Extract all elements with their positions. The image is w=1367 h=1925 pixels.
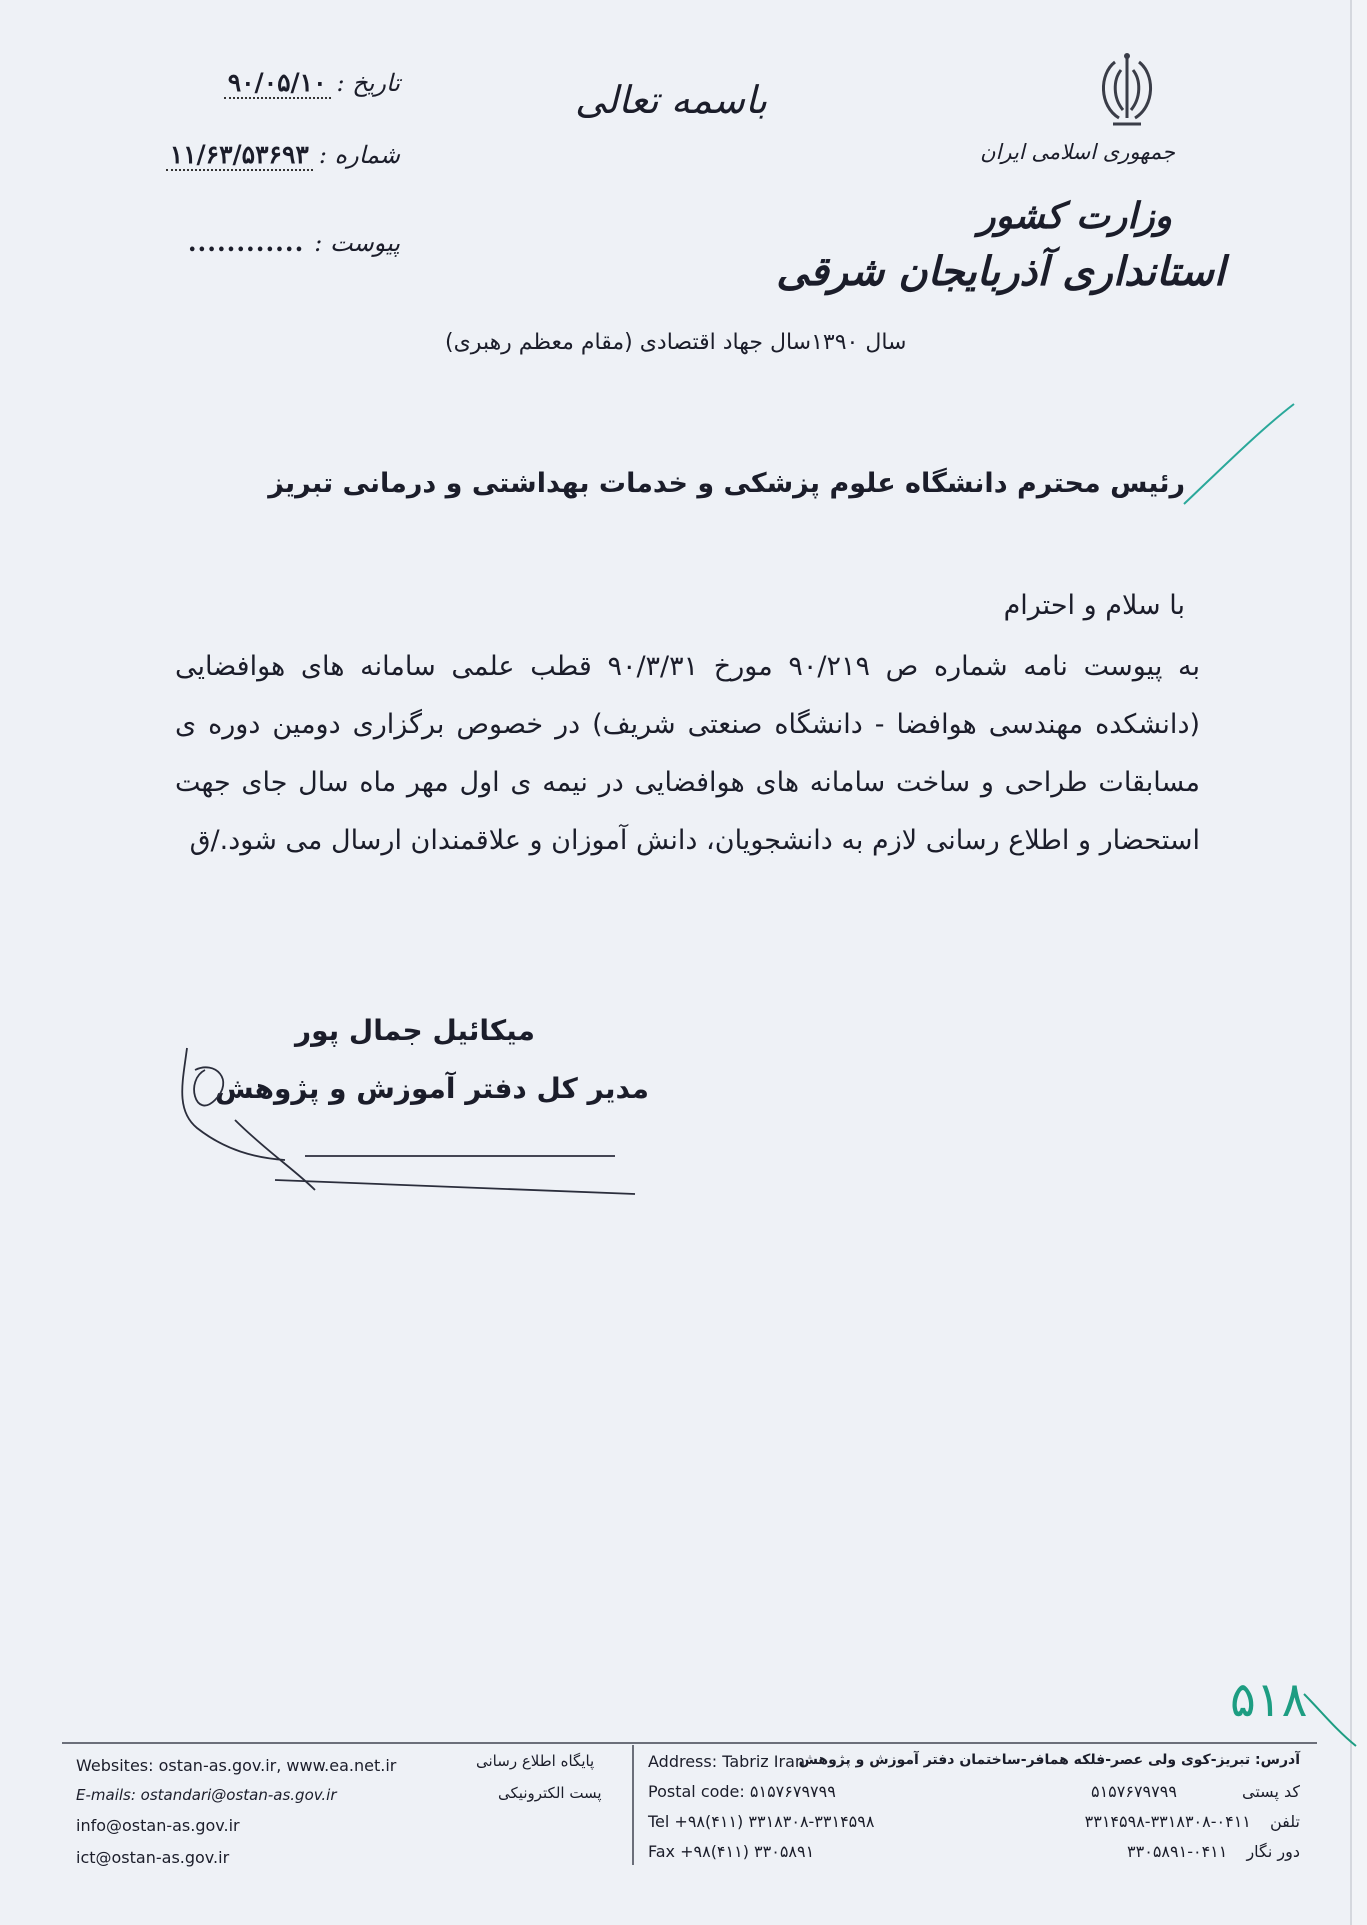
attachment-value: ............ — [187, 228, 305, 257]
date-label: تاریخ : — [336, 69, 400, 97]
org-country: جمهوری اسلامی ایران — [980, 140, 1175, 164]
number-label: شماره : — [318, 141, 400, 169]
footer-email-ict[interactable]: ict@ostan-as.gov.ir — [76, 1848, 230, 1867]
iran-emblem-icon — [1085, 48, 1169, 132]
attachment-row — [140, 228, 400, 257]
date-value: ۹۰/۰۵/۱۰ — [224, 68, 331, 99]
signer-name: میکائیل جمال پور — [295, 1014, 535, 1047]
footer-divider — [632, 1745, 634, 1865]
footer-address-fa: آدرس: تبریز-کوی ولی عصر-فلکه همافر-ساختمان دفتر آموزش و پژوهش — [798, 1752, 1300, 1768]
footer-emails[interactable]: E-mails: ostandari@ostan-as.gov.ir — [76, 1786, 337, 1804]
footer-tel-en: Tel +۹۸(۴۱۱) ۳۳۱۸۳۰۸-۳۳۱۴۵۹۸ — [648, 1812, 875, 1831]
greeting: با سلام و احترام — [1003, 590, 1185, 621]
footer-postal-en: Postal code: ۵۱۵۷۶۷۹۷۹۹ — [648, 1782, 836, 1801]
number-value: ۱۱/۶۳/۵۳۶۹۳ — [166, 140, 313, 171]
footer-fax-en: Fax +۹۸(۴۱۱) ۳۳۰۵۸۹۱ — [648, 1842, 815, 1861]
handwritten-signature — [175, 1040, 645, 1200]
footer-postal-fa — [1091, 1782, 1300, 1801]
footer-email-info[interactable]: info@ostan-as.gov.ir — [76, 1816, 240, 1835]
footer-address-en: Address: Tabriz Iran — [648, 1752, 806, 1771]
handwritten-stroke — [1300, 1690, 1360, 1750]
org-governorate: استانداری آذربایجان شرقی — [776, 248, 1225, 295]
fax-fa-value: ۰۴۱۱-۳۳۰۵۸۹۱ — [1127, 1842, 1228, 1861]
signer-title: مدیر کل دفتر آموزش و پژوهش — [215, 1072, 649, 1105]
footer-email-label: پست الکترونیکی — [498, 1784, 602, 1802]
footer-website-label: پایگاه اطلاع رسانی — [476, 1752, 595, 1770]
footer-tel-fa — [1085, 1812, 1300, 1831]
postal-fa-value: ۵۱۵۷۶۷۹۷۹۹ — [1090, 1782, 1177, 1801]
letter-body: به پیوست نامه شماره ص ۹۰/۲۱۹ مورخ ۹۰/۳/۳۱ قطب علمی سامانه های هوافضایی (دانشکده مهندسی هوافضا - دانشگاه صنعتی شریف) در خصوص برگزاری دومین دوره ی مسابقات طراحی و ساخت سامانه های هوافضایی در نیمه ی اول مهر ماه سال جای جهت استحضار و اطلاع رسانی لازم به دانشجویان، دانش آموزان و علاقمندان ارسال می شود./ق — [175, 651, 1200, 856]
handwritten-number: ۵۱۸ — [1230, 1672, 1308, 1728]
recipient-line: رئیس محترم دانشگاه علوم پزشکی و خدمات بهداشتی و درمانی تبریز — [268, 468, 1185, 499]
attachment-label: پیوست : — [314, 229, 400, 257]
date-row — [140, 68, 400, 99]
fax-fa-label: دور نگار — [1246, 1842, 1300, 1861]
year-motto: سال ۱۳۹۰سال جهاد اقتصادی (مقام معظم رهبری) — [445, 330, 907, 355]
number-row — [140, 140, 400, 171]
postal-fa-label: کد پستی — [1242, 1782, 1300, 1801]
footer-fax-fa — [1127, 1842, 1300, 1861]
pen-stroke — [1180, 400, 1300, 510]
tel-fa-label: تلفن — [1269, 1812, 1300, 1831]
tel-fa-value: ۰۴۱۱-۳۳۱۸۳۰۸-۳۳۱۴۵۹۸ — [1084, 1812, 1251, 1831]
footer-websites[interactable]: Websites: ostan-as.gov.ir, www.ea.net.ir — [76, 1756, 397, 1775]
org-ministry: وزارت کشور — [978, 195, 1172, 237]
basmala: باسمه تعالی — [575, 78, 768, 122]
